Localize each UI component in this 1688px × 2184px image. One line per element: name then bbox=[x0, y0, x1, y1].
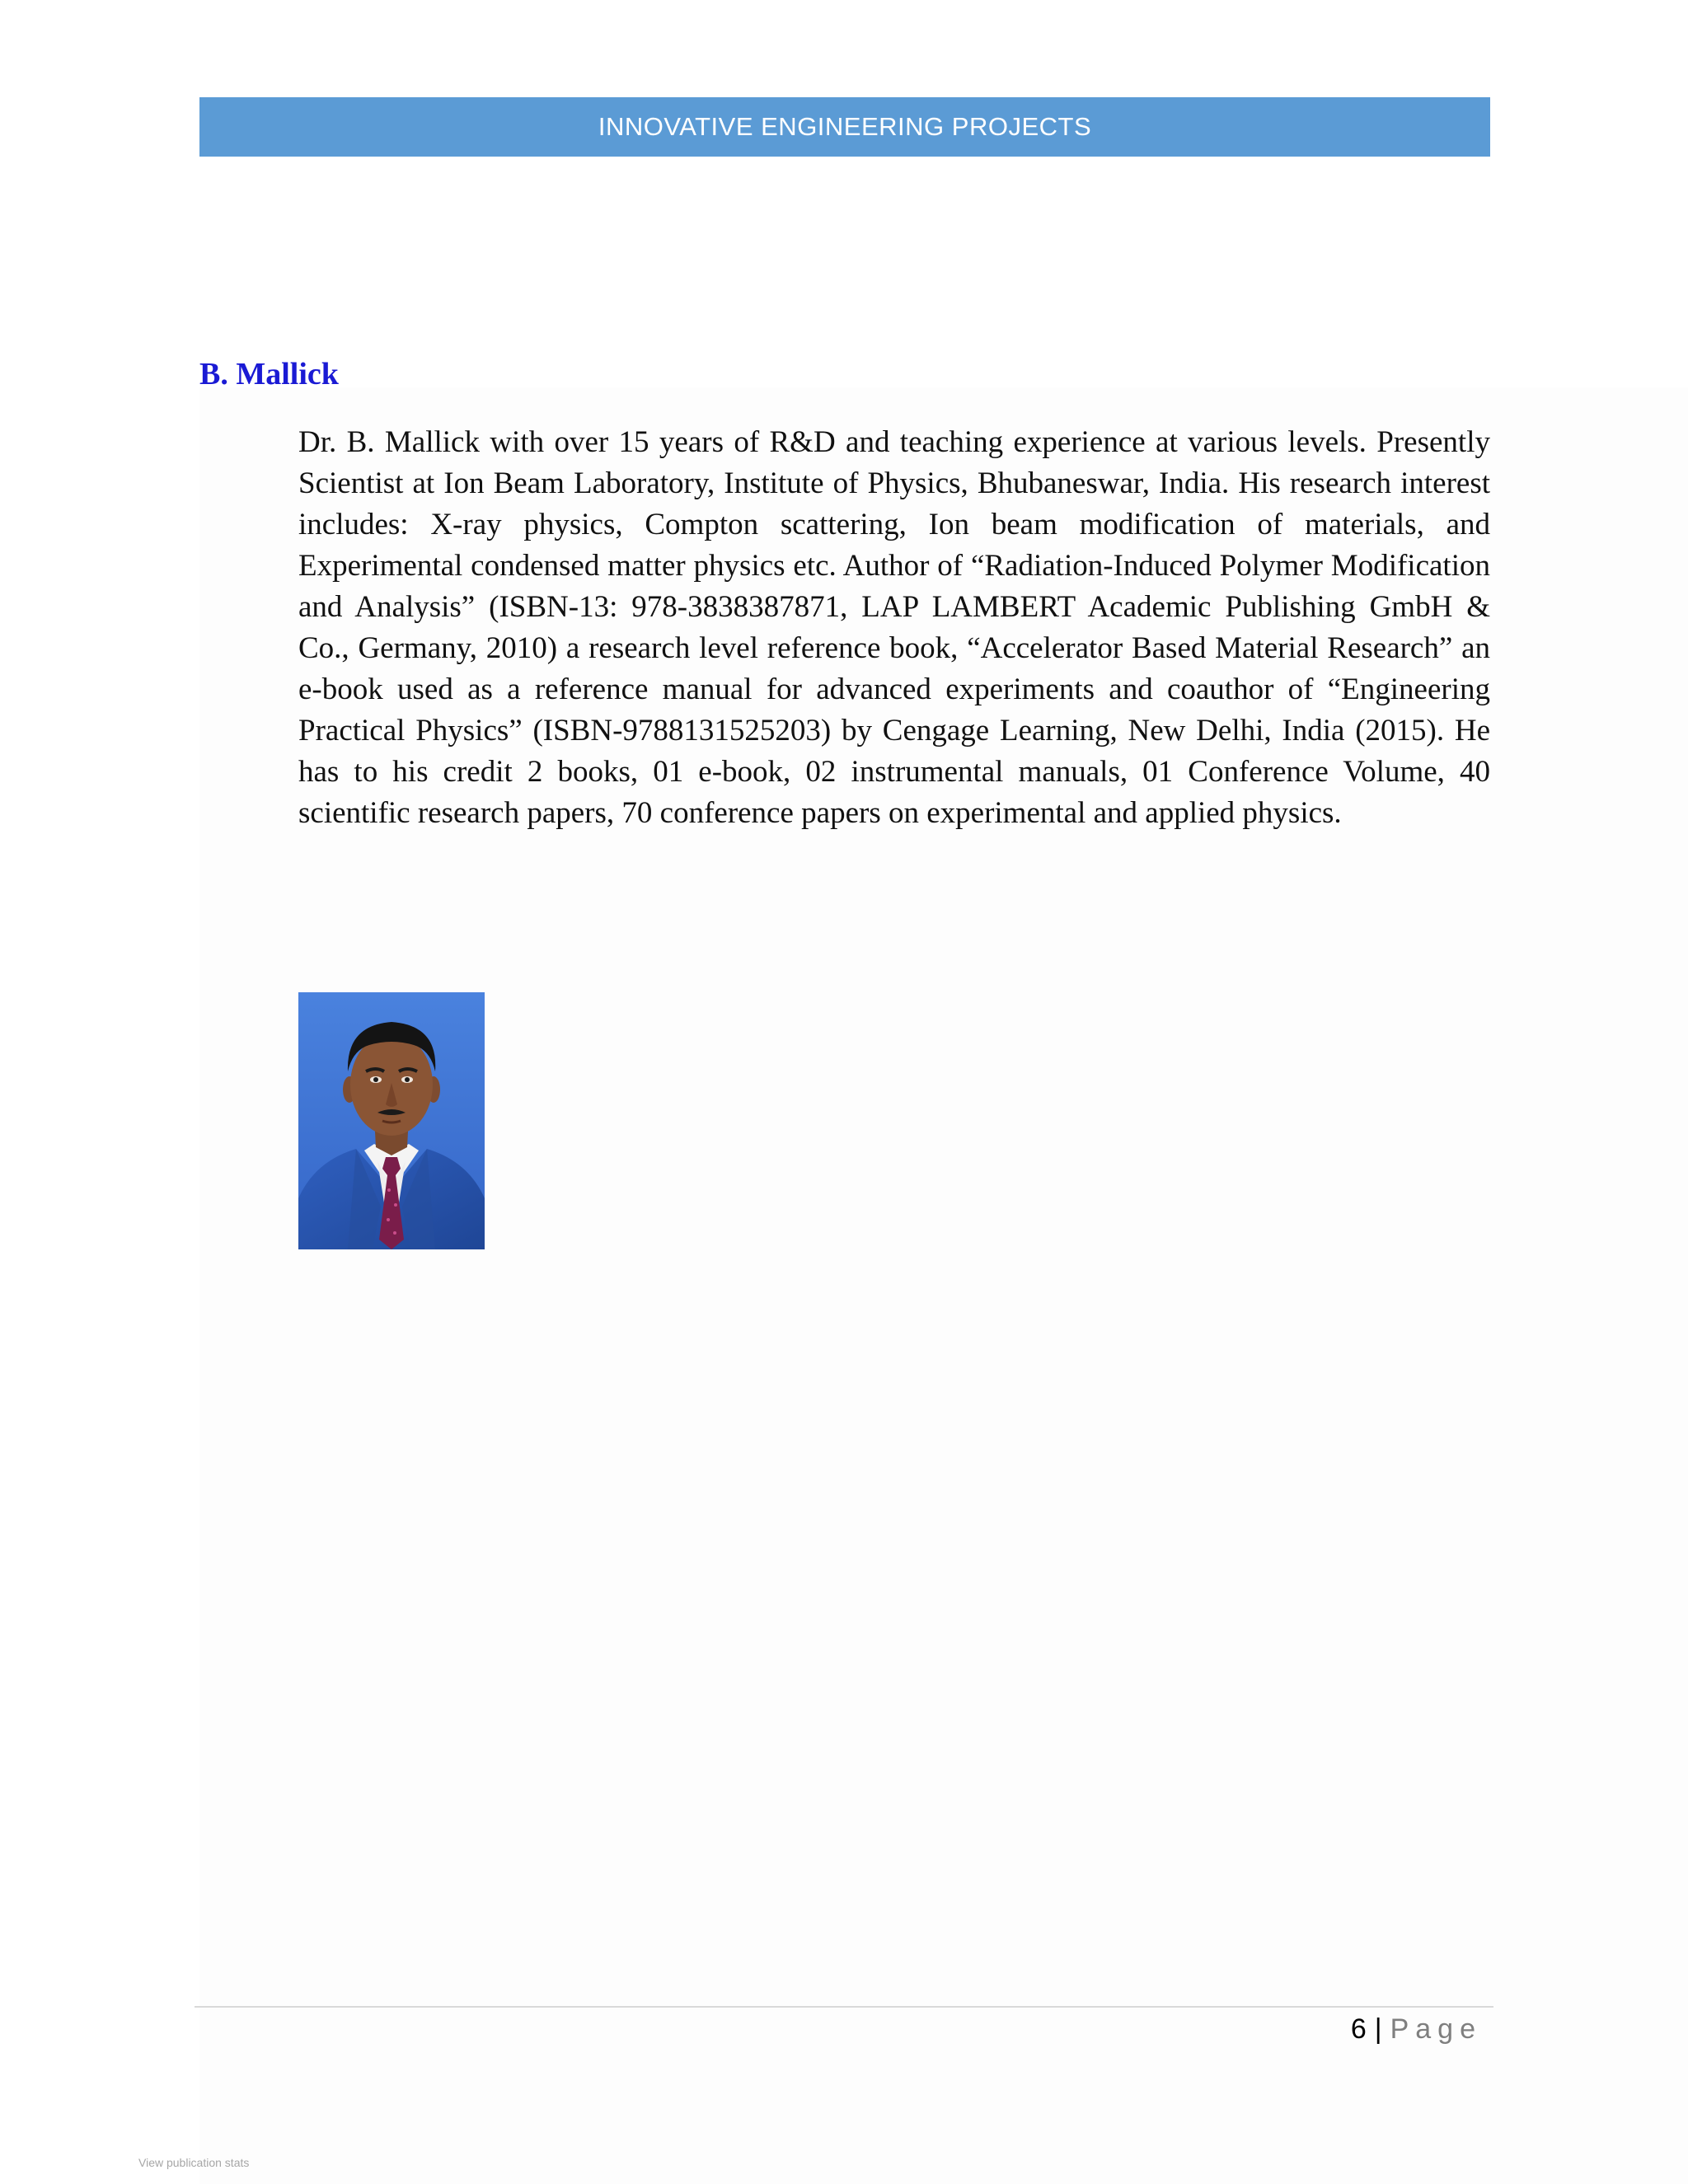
publication-stats-link[interactable]: View publication stats bbox=[138, 2156, 250, 2169]
portrait-image bbox=[298, 992, 485, 1249]
author-name: B. Mallick bbox=[199, 357, 339, 391]
author-photo bbox=[298, 992, 485, 1249]
header-band bbox=[199, 97, 1490, 157]
footer-divider bbox=[195, 2006, 1493, 2008]
page-number-value: 6 bbox=[1350, 2013, 1367, 2045]
page-number-separator: | bbox=[1374, 2013, 1382, 2045]
author-bio: Dr. B. Mallick with over 15 years of R&D and teaching experience at various levels. Presently Scientist at Ion Beam Laboratory, Institute of Physics, Bhubaneswar, India. His research interest includes: X-ray physics, Compton scattering, Ion beam modification of materials, and Experimental condensed matter physics etc. Author of “Radiation-Induced Polymer Modification and Analysis” (ISBN-13: 978-3838387871, LAP LAMBERT Academic Publishing GmbH & Co., Germany, 2010) a research level reference book, “Accelerator Based Material Research” an e-book used as a reference manual for advanced experiments and coauthor of “Engineering Practical Physics” (ISBN-9788131525203) by Cengage Learning, New Delhi, India (2015). He has to his credit 2 books, 01 e-book, 02 instrumental manuals, 01 Conference Volume, 40 scientific research papers, 70 conference papers on experimental and applied physics. bbox=[298, 425, 1490, 830]
header-title: INNOVATIVE ENGINEERING PROJECTS bbox=[598, 112, 1092, 141]
page-number bbox=[1351, 2011, 1482, 2047]
page-label: Page bbox=[1390, 2013, 1482, 2045]
